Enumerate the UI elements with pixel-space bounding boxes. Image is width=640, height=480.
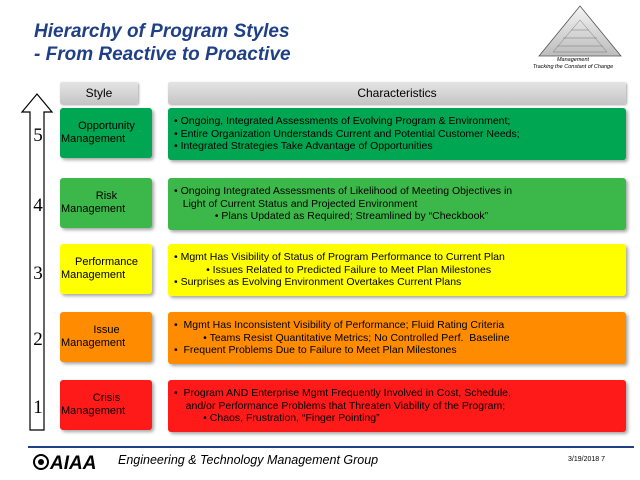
style-column-header: Style <box>60 82 138 104</box>
characteristics-box-level-2 <box>168 312 626 364</box>
characteristics-box-level-1 <box>168 380 626 432</box>
level-number-2: 2 <box>33 329 43 350</box>
title-line-2: - From Reactive to Proactive <box>34 44 291 65</box>
characteristic-line: • Frequent Problems Due to Failure to Meet Plan Milestones <box>174 344 457 357</box>
level-number-1: 1 <box>33 397 43 418</box>
style-label-line-1: Issue <box>93 324 120 336</box>
characteristic-line: • Surprises as Evolving Environment Overtakes Current Plans <box>174 276 462 289</box>
style-box-opportunity-management <box>60 108 152 158</box>
characteristic-line: • Teams Resist Quantitative Metrics; No Controlled Perf. Baseline <box>174 331 510 344</box>
style-box-risk-management <box>60 178 152 228</box>
characteristics-box-level-4 <box>168 178 626 230</box>
characteristic-line: • Ongoing, Integrated Assessments of Evolving Program & Environment; <box>174 115 511 128</box>
aiaa-logo-text: AIAA <box>50 453 97 473</box>
logo-caption-line-2: Tracking the Constant of Change <box>532 64 614 70</box>
characteristic-line: • Ongoing Integrated Assessments of Likelihood of Meeting Objectives in <box>174 185 513 198</box>
style-box-crisis-management <box>60 380 152 430</box>
page-title <box>34 20 454 66</box>
style-label-line-2: Management <box>61 337 126 349</box>
aiaa-logo-icon <box>32 449 117 473</box>
characteristic-line: • Program AND Enterprise Mgmt Frequently Involved in Cost, Schedule, <box>174 387 511 400</box>
footer-date-page: 3/19/2018 7 <box>568 456 605 463</box>
style-label-line-1: Opportunity <box>78 120 135 132</box>
style-box-issue-management <box>60 312 152 362</box>
style-label-line-1: Crisis <box>92 392 121 404</box>
level-number-4: 4 <box>33 195 43 216</box>
characteristic-line: • Mgmt Has Visibility of Status of Program Performance to Current Plan <box>174 251 505 264</box>
footer-group-name: Engineering & Technology Management Group <box>118 453 379 467</box>
style-label-line-1: Risk <box>95 190 118 202</box>
characteristic-line: • Integrated Strategies Take Advantage of Opportunities <box>174 140 433 153</box>
style-label-line-2: Management <box>61 405 126 417</box>
style-label-line-2: Management <box>61 203 126 215</box>
style-label-line-2: Management <box>61 269 126 281</box>
characteristic-line: and/or Performance Problems that Threaten Viability of the Program; <box>174 399 506 412</box>
characteristics-column-header: Characteristics <box>168 82 626 104</box>
characteristic-line: • Chaos, Frustration, “Finger Pointing” <box>174 412 380 425</box>
style-box-performance-management <box>60 244 152 294</box>
characteristic-line: • Plans Updated as Required; Streamlined by “Checkbook” <box>174 210 489 223</box>
triangle-pyramid-logo-icon <box>535 4 625 64</box>
level-number-3: 3 <box>33 263 43 284</box>
title-line-1: Hierarchy of Program Styles <box>34 21 290 42</box>
style-label-line-2: Management <box>61 133 126 145</box>
level-number-5: 5 <box>33 125 43 146</box>
characteristic-line: • Issues Related to Predicted Failure to Meet Plan Milestones <box>174 263 492 276</box>
footer-divider <box>28 446 634 448</box>
characteristic-line: • Mgmt Has Inconsistent Visibility of Performance; Fluid Rating Criteria <box>174 319 505 332</box>
characteristic-line: Light of Current Status and Projected Environment <box>174 197 418 210</box>
characteristic-line: • Entire Organization Understands Current and Potential Customer Needs; <box>174 127 520 140</box>
logo-caption <box>508 57 638 71</box>
characteristics-box-level-3 <box>168 244 626 296</box>
style-label-line-1: Performance <box>75 256 138 268</box>
logo-caption-line-1: Management <box>556 57 590 63</box>
characteristics-box-level-5 <box>168 108 626 160</box>
